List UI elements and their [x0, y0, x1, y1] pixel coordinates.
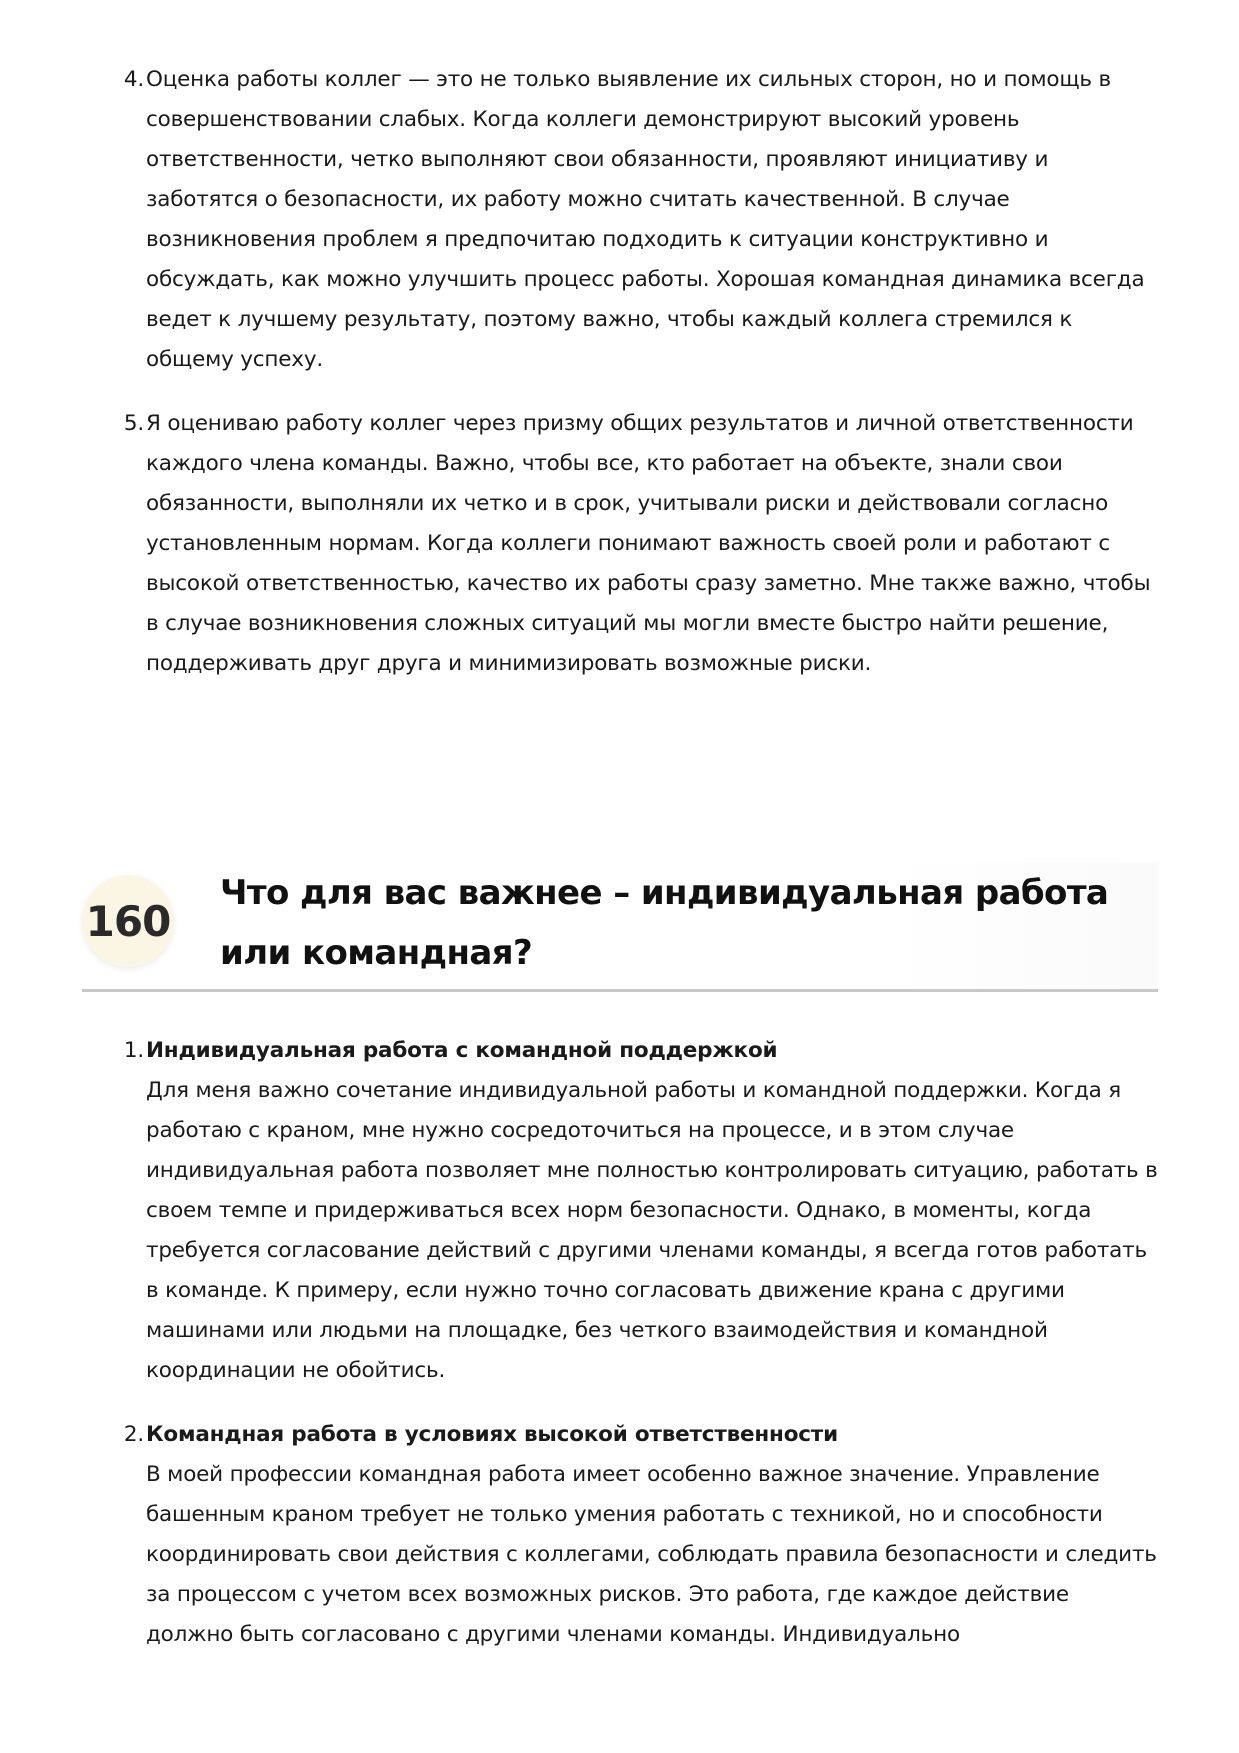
list-item-number: 4. [123, 67, 144, 92]
question-number-badge: 160 [82, 875, 174, 967]
question-header [82, 863, 1158, 992]
list-item-number: 2. [123, 1422, 144, 1447]
list-item-number: 1. [123, 1038, 144, 1063]
list-item-text: Я оцениваю работу коллег через призму общих результатов и личной ответственности каждого члена команды. Важно, чтобы все, кто работает на объекте, знали свои обязанности, выполняли их четко и в срок, учитывали риски и действовали согласно установленным нормам. Когда коллеги понимают важность своей роли и работают с высокой ответственностью, качество их работы сразу заметно. Мне также важно, чтобы в случае возникновения сложных ситуаций мы могли вместе быстро найти решение, поддерживать друг друга и минимизировать возможные риски. [146, 411, 1151, 676]
answers-list [0, 1031, 1239, 1655]
list-item [0, 404, 1239, 684]
question-title: Что для вас важнее – индивидуальная работа или командная? [220, 873, 1109, 973]
list-item [0, 1031, 1239, 1391]
list-item [0, 1415, 1239, 1655]
answer-title: Индивидуальная работа с командной поддержкой [146, 1038, 778, 1063]
list-item-text: Оценка работы коллег — это не только выявление их сильных сторон, но и помощь в совершенствовании слабых. Когда коллеги демонстрируют высокий уровень ответственности, четко выполняют свои обязанности, проявляют инициативу и заботятся о безопасности, их работу можно считать качественной. В случае возникновения проблем я предпочитаю подходить к ситуации конструктивно и обсуждать, как можно улучшить процесс работы. Хорошая командная динамика всегда ведет к лучшему результату, поэтому важно, чтобы каждый коллега стремился к общему успеху. [146, 67, 1145, 372]
answer-text: Для меня важно сочетание индивидуальной работы и командной поддержки. Когда я работаю с краном, мне нужно сосредоточиться на процессе, и в этом случае индивидуальная работа позволяет мне полностью контролировать ситуацию, работать в своем темпе и придерживаться всех норм безопасности. Однако, в моменты, когда требуется согласование действий с другими членами команды, я всегда готов работать в команде. К примеру, если нужно точно согласовать движение крана с другими машинами или людьми на площадке, без четкого взаимодействия и командной координации не обойтись. [146, 1078, 1158, 1383]
answer-text: В моей профессии командная работа имеет особенно важное значение. Управление башенным краном требует не только умения работать с техникой, но и способности координировать свои действия с коллегами, соблюдать правила безопасности и следить за процессом с учетом всех возможных рисков. Это работа, где каждое действие должно быть согласовано с другими членами команды. Индивидуально [146, 1462, 1157, 1647]
list-item [0, 60, 1239, 380]
answer-title: Командная работа в условиях высокой ответственности [146, 1422, 838, 1447]
previous-answers-list [0, 60, 1239, 684]
list-item-number: 5. [123, 411, 144, 436]
